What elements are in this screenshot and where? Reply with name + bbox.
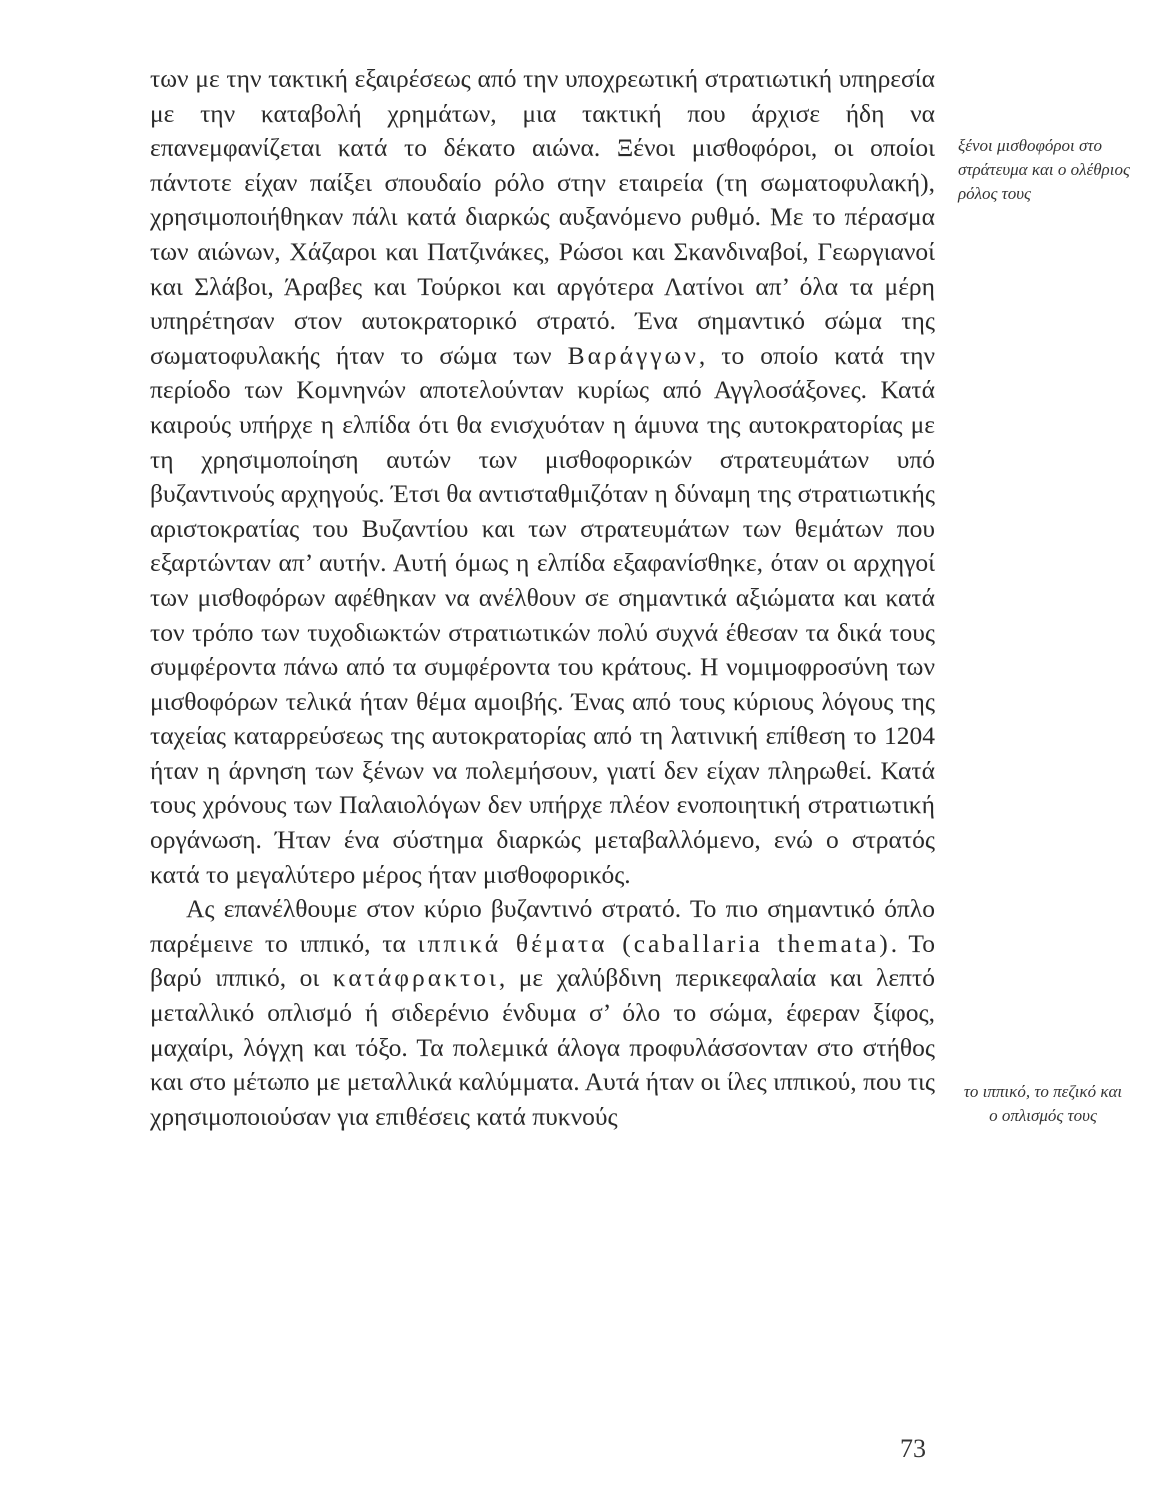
paragraph-2-text-a: Ας επανέλθουμε στον κύριο βυζαντινό στρατό. Το πιο σημαντικό όπλο παρέμεινε το ιππικό, τα — [150, 894, 935, 958]
paragraph-2-text-c: , με χαλύβδινη περικεφαλαία και λεπτό μεταλλικό οπλισμό ή σιδερένιο ένδυμα σ’ όλο το σώμα, έφεραν ξίφος, μαχαίρι, λόγχη και τόξο. Τα πολεμικά άλογα προφυλάσσονταν στο στήθος και στο μέτωπο με μεταλλικά καλύμματα. Αυτά ήταν οι ίλες ιππικού, που τις χρησιμοποιούσαν για επιθέσεις κατά πυκνούς — [150, 963, 935, 1131]
paragraph-1-text-a: των με την τακτική εξαιρέσεως από την υποχρεωτική στρατιωτική υπηρεσία με την καταβολή χρημάτων, μια τακτική που άρχισε ήδη να επανεμφανίζεται κατά το δέκατο αιώνα. Ξένοι μισθοφόροι, οι οποίοι πάντοτε είχαν παίξει σπουδαίο ρόλο στην εταιρεία (τη σωματοφυλακή), χρησιμοποιήθηκαν πάλι κατά διαρκώς αυξανόμενο ρυθμό. Με το πέρασμα των αιώνων, Χάζαροι και Πατζινάκες, Ρώσοι και Σκανδιναβοί, Γεωργιανοί και Σλάβοι, Άραβες και Τούρκοι και αργότερα Λατίνοι απ’ όλα τα μέρη υπηρέτησαν στον αυτοκρατορικό στρατό. Ένα σημαντικό σώμα της σωματοφυλακής ήταν το σώμα των — [150, 64, 935, 370]
paragraph-2-text-b: . Το βαρύ ιππικό, οι — [150, 928, 935, 993]
term-cavalry-themes: ιππικά θέματα (caballaria themata) — [417, 928, 891, 958]
term-varangians: Βαράγγων — [567, 340, 699, 370]
margin-note-mercenaries: ξένοι μισθοφόροι στο στράτευμα και ο ολέθριος ρόλος τους — [958, 136, 1130, 203]
main-text-column — [150, 62, 935, 1134]
term-cataphracts: κατάφρακτοι — [332, 963, 499, 993]
margin-note-cavalry: το ιππικό, το πεζικό και ο οπλισμός τους — [963, 1082, 1123, 1125]
paragraph-1-text-b: , το οποίο κατά την περίοδο των Κομνηνών αποτελούνταν κυρίως από Αγγλοσάξονες. Κατά καιρούς υπήρχε η ελπίδα ότι θα ενισχυόταν η άμυνα της αυτοκρατορίας με τη χρησιμοποίηση αυτών των μισθοφορικών στρατευμάτων υπό βυζαντινούς αρχηγούς. Έτσι θα αντισταθμιζόταν η δύναμη της στρατιωτικής αριστοκρατίας του Βυζαντίου και των στρατευμάτων των θεμάτων που εξαρτώνταν απ’ αυτήν. Αυτή όμως η ελπίδα εξαφανίσθηκε, όταν οι αρχηγοί των μισθοφόρων αφέθηκαν να ανέλθουν σε σημαντικά αξιώματα και κατά τον τρόπο των τυχοδιωκτών στρατιωτικών πολύ συχνά έθεσαν τα δικά τους συμφέροντα πάνω από τα συμφέροντα του κράτους. Η νομιμοφροσύνη των μισθοφόρων τελικά ήταν θέμα αμοιβής. Ένας από τους κύριους λόγους της ταχείας καταρρεύσεως της αυτοκρατορίας από τη λατινική επίθεση το 1204 ήταν η άρνηση των ξένων να πολεμήσουν, γιατί δεν είχαν πληρωθεί. Κατά τους χρόνους των Παλαιολόγων δεν υπήρχε πλέον ενοποιητική στρατιωτική οργάνωση. Ήταν ένα σύστημα διαρκώς μεταβαλλόμενο, ενώ ο στρατός κατά το μεγαλύτερο μέρος ήταν μισθοφορικός. — [150, 340, 935, 889]
page-number: 73 — [900, 1434, 926, 1463]
paragraph-1 — [150, 62, 935, 892]
paragraph-2 — [150, 892, 935, 1134]
